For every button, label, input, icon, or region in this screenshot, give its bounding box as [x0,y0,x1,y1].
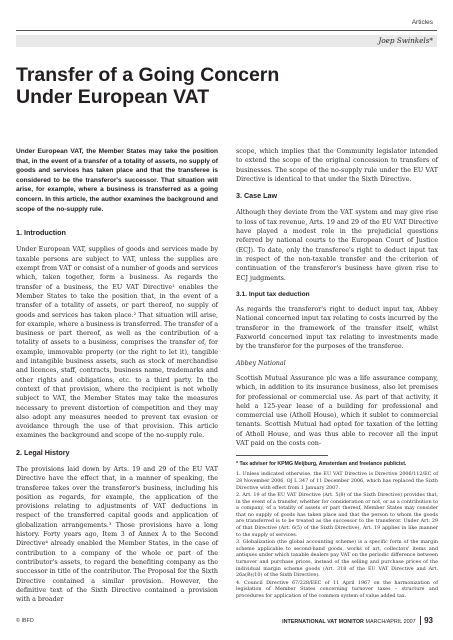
footnote-author: * Tax adviser for KPMG Meijburg, Amsterdam and freelance publicist. [236,461,407,468]
intro-paragraph: Under European VAT, supplies of goods and services made by taxable persons are subject to VAT, unless the supplies are exempt from VAT or consist of a number of goods and services which, taken together, form a business. As regards the transfer of a business, the EU VAT Directive¹ enables the Member States to take the position that, in the event of a transfer of a totality of assets, or part thereof, no supply of goods and services has taken place.² That situation will arise, for example, where a business is transferred. The transfer of a business or part thereof, as well as the contribution of a totality of assets to a business, comprises the transfer of, for example, immovable property (or the right to let it), tangible and intangible business assets, such as stock of merchandise and licences, staff, contracts, business name, trademarks and other rights and obligations, etc. to a third party. In the context of that provision, where the recipient is not wholly subject to VAT, the Member States may take the measures necessary to prevent distortion of competition and they may also adopt any measures needed to prevent tax evasion or avoidance through the use of that provision. This article examines the background and scope of the no-supply rule. [16,246,218,440]
abstract: Under European VAT, the Member States may take the position that, in the event of a transfer of a totality of assets, no supply of goods and services has taken place and that the transferee is considered to be the transferor's successor. That situation will arise, for example, where a business is transferred as a going concern. In this article, the author examines the background and scope of the no-supply rule. [16,148,218,213]
section-label: Articles [411,19,433,26]
heading-input-tax-deduction: 3.1. Input tax deduction [236,290,310,298]
footnote-4: 4. Council Directive 67/228/EEC of 11 April 1967 on the harmonization of legislation of Member States concerning turnover taxes – structure and procedures for application of the common system of value added tax. [236,579,438,599]
history-paragraph: The provisions laid down by Arts. 19 and 29 of the EU VAT Directive have the effect that, in a manner of speaking, the transferee takes over the transferor's business, including his position as regards, for example, the application of the provisions relating to adjustments of VAT deductions in respect of the transferred capital goods and application of globalization arrangements.³ Those provisions have a long history. Forty years ago, Item 3 of Annex A to the Second Directive⁴ already enabled the Member States, in the case of contribution to a company of the whole or part of the contributor's assets, to regard the benefiting company as the successor in title of the contributor. The Proposal for the Sixth Directive contained a similar provision. However, the definitive text of the Sixth Directive contained a provision with a broader [16,465,218,604]
author-name: Joep Swinkels* [378,36,433,45]
page-number: 93 [420,616,433,625]
heading-introduction: 1. Introduction [16,228,66,238]
footnote-rule [236,455,328,456]
issue-date: MARCH/APRIL 2007 [365,619,416,625]
case-paragraph: Scottish Mutual Assurance plc was a life assurance company, which, in addition to its insurance business, also let premises for professional or commercial use. As part of that activity, it held a 125-year lease of a building for professional and commercial use (Atholl House), which it sublet to commercial tenants. Scottish Mutual had opted for taxation of the letting of Atholl House, and was thus able to recover all the input VAT paid on the costs con- [236,374,438,448]
footnote-1: 1. Unless indicated otherwise, the EU VAT Directive is Directive 2006/112/EC of 28 November 2006, OJ L 347 of 11 December 2006, which has replaced the Sixth Directive with effect from 1 January 2007. [236,471,438,491]
title-line-2: Under European VAT [16,86,210,108]
case-name: Abbey National [236,359,286,367]
article-title [16,64,346,108]
footnote-2: 2. Art. 19 of the EU VAT Directive (Art. 5(8) of the Sixth Directive) provides that, in the event of a transfer, whether for consideration or not, or as a contribution to a company, of a totality of assets or part thereof, Member States may consider that no supply of goods has taken place and that the person to whom the goods are transferred is to be treated as the successor to the transferor. Under Art. 29 of that Directive (Art. 6(5) of the Sixth Directive), Art. 19 applies in like manner to the supply of services. [236,492,438,538]
right-column [236,147,438,601]
footnote-3: 3. Globalization (the global accounting scheme) is a specific form of the margin scheme applicable to second-hand goods, works of art, collectors' items and antiques under which taxable dealers pay VAT on the periodic difference between turnover and purchase prices, instead of the selling and purchase prices of the individual margin scheme goods (Art. 318 of the EU VAT Directive and Art. 26a(B)(10) of the Sixth Directive). [236,539,438,579]
header-rule [16,30,437,31]
left-column [16,147,218,611]
heading-legal-history: 2. Legal History [16,447,70,457]
caselaw-paragraph: Although they deviate from the VAT system and may give rise to loss of tax revenue, Arts. 19 and 29 of the EU VAT Directive have played a modest role in the prejudicial questions referred by national courts to the European Court of Justice (ECJ). To date, only the transferee's right to deduct input tax in respect of the non-taxable transfer and the criterion of continuation of the transferor's business have given rise to ECJ judgments. [236,209,438,282]
right-paragraph-1: scope, which implies that the Community legislator intended to extend the scope of the original concession to transfers of businesses. The scope of the no-supply rule under the EU VAT Directive is identical to that under the Sixth Directive. [236,148,438,183]
footer-copyright: © IBFD [16,618,34,624]
author-bar [16,35,437,47]
title-line-1: Transfer of a Going Concern [16,64,280,86]
deduction-paragraph: As regards the transferor's right to deduct input tax, Abbey National concerned input tax relating to costs incurred by the transferor in the framework of the transfer itself, whilst Faxworld concerned input tax relating to investments made by the transferor for the purposes of the transferee. [236,306,438,351]
footer-publication [282,616,433,625]
publication-name: INTERNATIONAL VAT MONITOR [282,619,364,625]
heading-case-law: 3. Case Law [236,191,278,201]
